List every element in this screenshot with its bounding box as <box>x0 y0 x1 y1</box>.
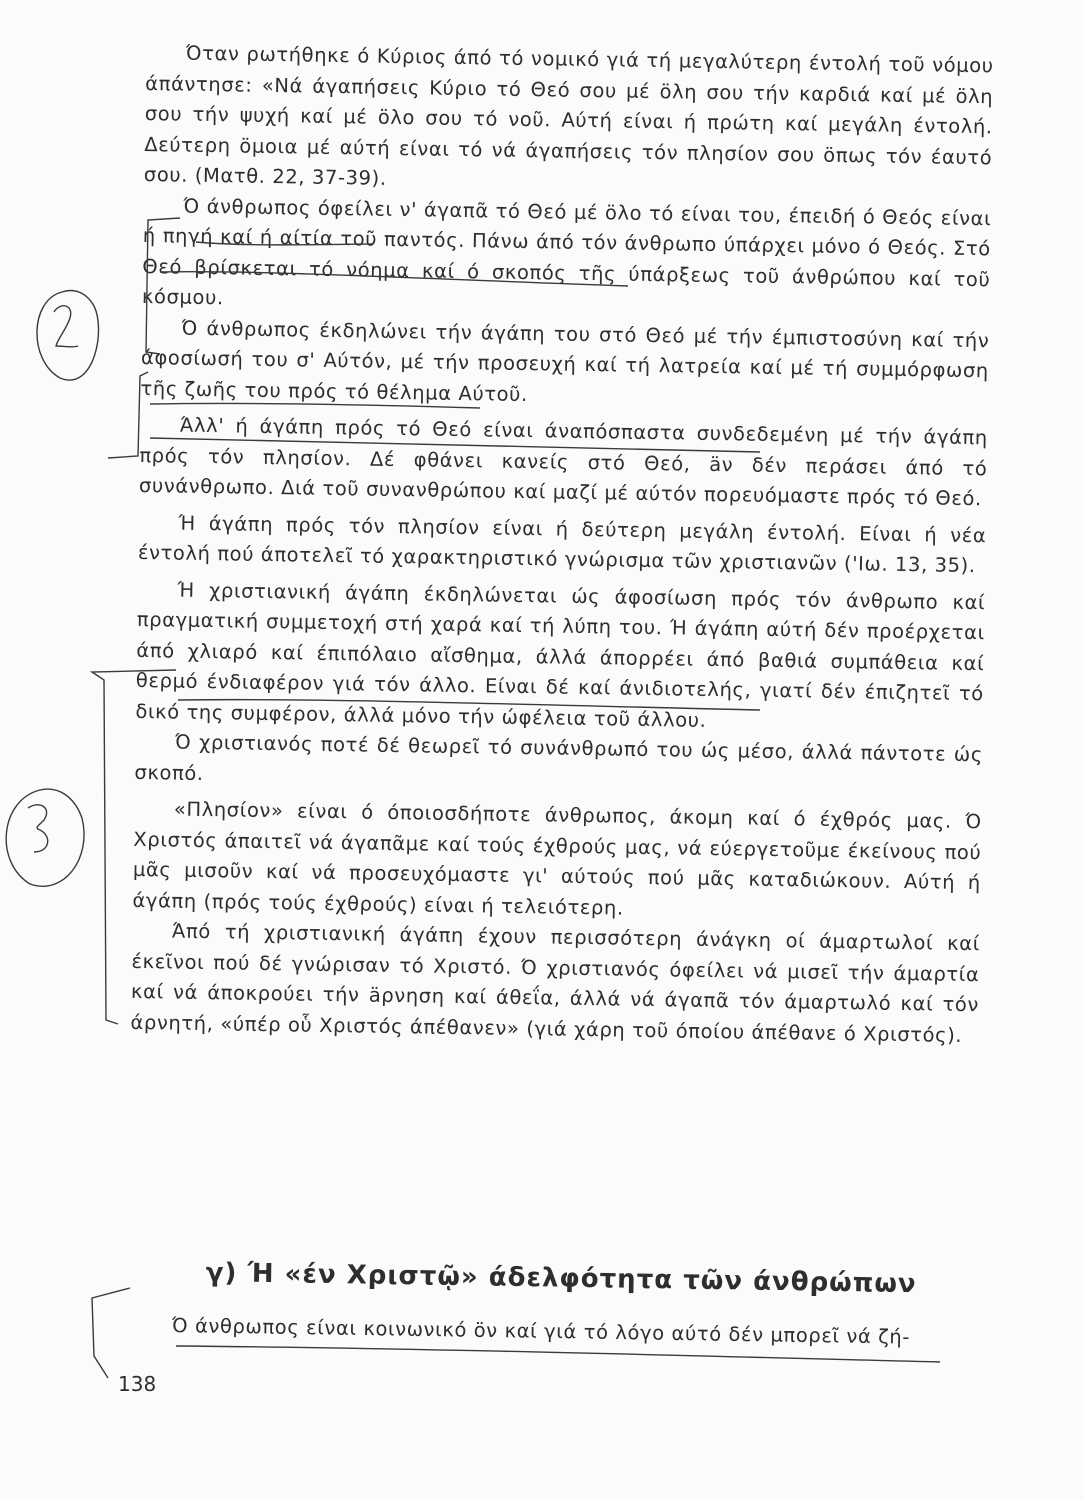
numeral-2-mark <box>54 306 78 347</box>
paragraph-love-god-whole-being: Ό άνθρωπος όφείλει ν' άγαπᾶ τό Θεό μέ öλο τό είναι του, έπειδή ό Θεός είναι ή πηγή καί ή αίτία τοῦ παντός. Πάνω άπό τόν άνθρωπο ύπάρχει μόνο ό Θεός. Στό Θεό βρίσκεται τό νόημα καί ό σκοπός τῆς ύπάρξεως τοῦ άνθρώπου καί τοῦ κόσμου. <box>141 194 992 310</box>
page-number: 138 <box>118 1372 157 1396</box>
section-heading: γ) Ή «έν Χριστῷ» άδελφότητα τῶν άνθρώπων <box>205 1258 917 1300</box>
circled-3-mark <box>6 789 84 886</box>
bracket-mark <box>92 1288 130 1378</box>
paragraph-sinners: Άπό τή χριστιανική άγάπη έχουν περισσότερη άνάγκη οί άμαρτωλοί καί έκεῖνοι πού δέ γνώρισαν τό Χριστό. Ό χριστιανός όφείλει νά μισεῖ τήν άμαρτία καί νά άποκρούει τήν äρνηση καί άθεΐα, άλλά νά άγαπᾶ τόν άμαρτωλό καί τόν άρνητή, «ύπέρ οὗ Χριστός άπέθανεν» (γιά χάρη τοῦ όποίου άπέθανε ό Χριστός). <box>130 919 981 1047</box>
paragraph-love-of-neighbor-linked: Άλλ' ή άγάπη πρός τό Θεό είναι άναπόσπαστα συνδεδεμένη μέ τήν άγάπη πρός τόν πλησίον. Δέ φθάνει κανείς στό Θεό, äν δέν περάσει άπό τό συνάνθρωπο. Διά τοῦ συνανθρώπου καί μαζί μέ αύτόν πορευόμαστε πρός τό Θεό. <box>138 413 989 511</box>
circled-2-mark <box>37 291 99 381</box>
numeral-3-mark <box>28 805 48 852</box>
continued-text-line: Ό άνθρωπος είναι κοινωνικό öν καί γιά τό λόγο αύτό δέν μπορεῖ νά ζή- <box>171 1314 911 1349</box>
body-text <box>130 38 994 1051</box>
underline-mark <box>176 1346 940 1362</box>
paragraph-expression-of-love: Ό άνθρωπος έκδηλώνει τήν άγάπη του στό Θεό μέ τήν έμπιστοσύνη καί τήν άφοσίωσή του σ' Αύτόν, μέ τήν προσευχή καί τή λατρεία καί μέ τή συμμόρφωση τῆς ζωῆς του πρός τό θέλημα Αύτοῦ. <box>140 316 990 406</box>
paragraph-second-commandment: Ή άγάπη πρός τόν πλησίον είναι ή δεύτερη μεγάλη έντολή. Είναι ή νέα έντολή πού άποτελεῖ τό χαρακτηριστικό γνώρισμα τῶν χριστιανῶν ('Ιω. 13, 35). <box>137 511 987 578</box>
paragraph-great-commandment: Όταν ρωτήθηκε ό Κύριος άπό τό νομικό γιά τή μεγαλύτερη έντολή τοῦ νόμου άπάντησε: «Νά άγαπήσεις Κύριο τό Θεό σου μέ öλη σου τήν καρδιά καί μέ öλη σου τήν ψυχή καί μέ öλο σου τό νοῦ. Αύτή είναι ή πρώτη καί μεγάλη έντολή. Δεύτερη öμοια μέ αύτή είναι τό νά άγαπήσεις τόν πλησίον σου öπως τόν έαυτό σου. (Ματθ. 22, 37-39). <box>143 41 994 190</box>
paragraph-person-as-goal: Ό χριστιανός ποτέ δέ θεωρεῖ τό συνάνθρωπό του ώς μέσο, άλλά πάντοτε ώς σκοπό. <box>134 730 984 785</box>
paragraph-love-enemies: «Πλησίον» είναι ό όποιοσδήποτε άνθρωπος, άκομη καί ό έχθρός μας. Ό Χριστός άπαιτεῖ νά άγαπᾶμε καί τούς έχθρούς μας, νά εύεργετοῦμε έκείνους πού μᾶς μισοῦν καί νά προσευχόμαστε γι' αύτούς πού μᾶς καταδιώκουν. Αύτή ή άγάπη (πρός τούς έχθρούς) είναι ή τελειότερη. <box>132 797 982 920</box>
paragraph-christian-love: Ή χριστιανική άγάπη έκδηλώνεται ώς άφοσίωση πρός τόν άνθρωπο καί πραγματική συμμετοχή στή χαρά καί τή λύπη του. Ή άγάπη αύτή δέν προέρχεται άπό χλιαρό καί έπιπόλαιο αἴσθημα, άλλά άπορρέει άπό βαθιά συμπάθεια καί θερμό ένδιαφέρον γιά τόν άλλο. Είναι δέ καί άνιδιοτελής, γιατί δέν έπιζητεῖ τό δικό της συμφέρον, άλλά μόνο τήν ώφέλεια τοῦ άλλου. <box>135 578 986 732</box>
